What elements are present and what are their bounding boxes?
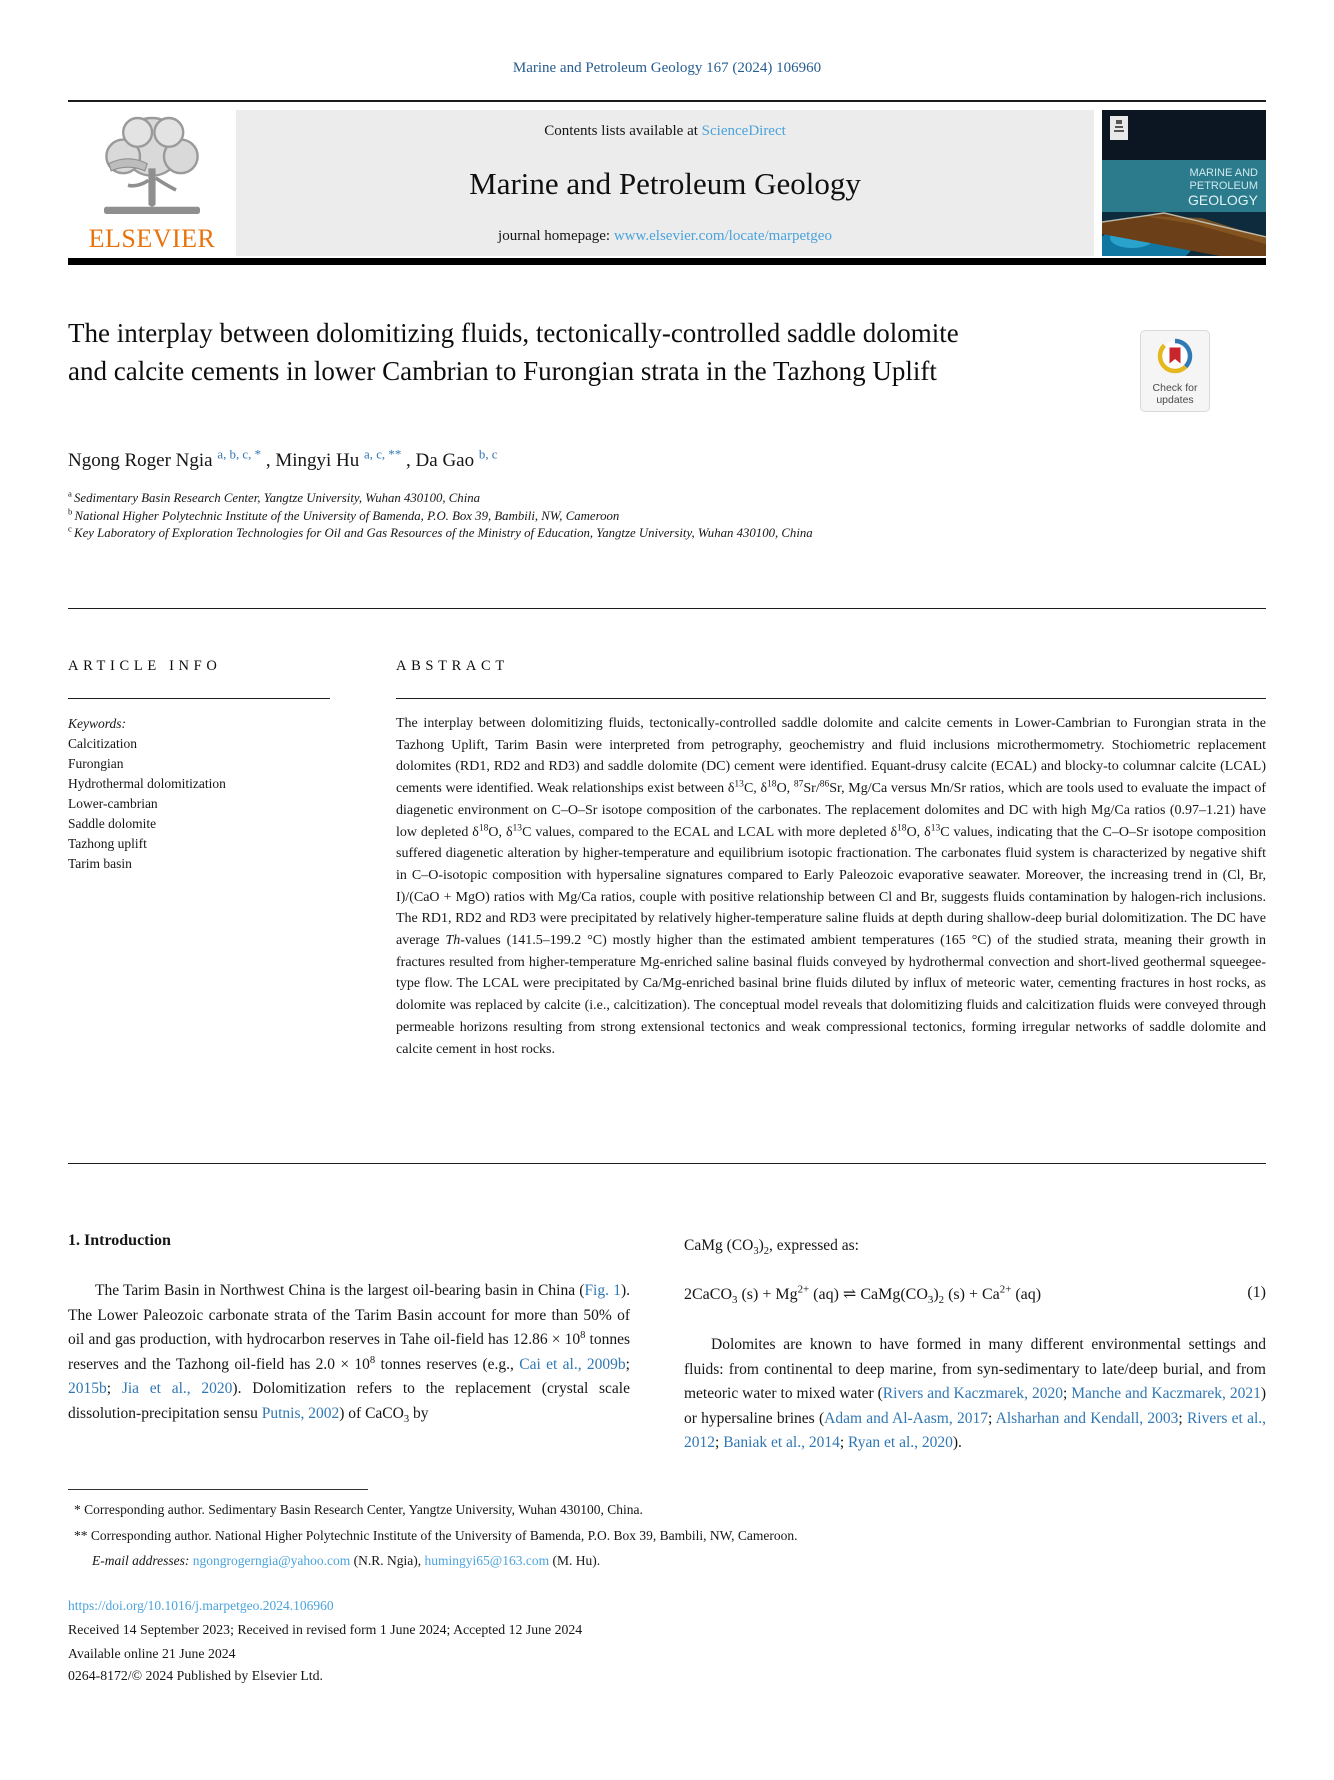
text-segment: Sedimentary Basin Research Center, Yangtze University, Wuhan 430100, China [74,491,481,505]
inline-link[interactable]: Jia et al., 2020 [121,1380,233,1397]
text-segment: ; [1178,1409,1187,1427]
text-segment: ; [987,1409,996,1427]
inline-link[interactable]: Baniak et al., 2014 [723,1434,840,1451]
intro-paragraph-left [68,1279,630,1426]
text-segment: , Mingyi Hu [261,450,365,471]
text-segment: ; [1062,1385,1072,1402]
text-segment: 2 [763,1246,770,1258]
text-segment: ) or hypersaline brines ( [684,1385,1266,1427]
text-segment: The Tarim Basin in Northwest China is the largest oil-bearing basin in China ( [95,1282,585,1299]
text-segment: 13 [734,779,744,790]
inline-link[interactable]: humingyi65@163.com [424,1553,550,1568]
text-segment: ** Corresponding author. National Higher Polytechnic Institute of the University of Bamenda, P.O. Box 39, Bambili, NW, Cameroon. [74,1527,798,1543]
text-segment: 3 [927,1294,934,1307]
text-segment: Sr, Mg/Ca versus Mn/Sr ratios, which are tools used to evaluate the impact of diagenetic environment on C–O–Sr isotope composition of the carbonates. The replacement dolomites and DC with high Mg/Ca ratios (0.97–1.21) have low depleted δ [396,781,1266,840]
inline-link[interactable]: 2015b [68,1380,107,1397]
elsevier-logo[interactable] [68,110,236,256]
keywords-list [68,734,368,874]
divider [68,1163,1266,1164]
text-segment: E-mail addresses: [92,1553,190,1568]
divider [68,698,330,699]
journal-banner [68,110,1266,256]
keyword-item: Tazhong uplift [68,836,147,851]
text-segment: journal homepage: [498,228,614,244]
text-segment: O, δ [488,824,513,840]
text-segment: (aq) ⇌ CaMg(CO [809,1286,928,1303]
cover-title-line-3: GEOLOGY [1187,192,1258,208]
inline-link[interactable]: www.elsevier.com/locate/marpetgeo [613,228,832,244]
divider [68,608,1266,609]
affiliation-item [68,490,1218,508]
text-segment: ; [625,1355,630,1373]
text-segment: -values (141.5–199.2 °C) mostly higher than the estimated ambient temperatures (165 °C) of the studied strata, meaning their growth in fractures resulted from higher-temperature Mg-enriched saline basinal fluids conveyed by hydrothermal convection and short-lived geothermal squeegee-type flow. The LCAL were precipitated by Ca/Mg-enriched basinal brine fluids diluted by influx of meteoric water, cementing fractures in host rocks, as dolomite was replaced by calcite (i.e., calcitization). The conceptual model reveals that dolomitizing fluids and calcitization fluids were conveyed through permeable horizons resulting from strong extensional tectonics and weak compressional tectonics, forming irregular networks of saddle dolomite and calcite cement in host rocks. [396,933,1266,1057]
banner-center-panel [236,110,1094,256]
paper-title: The interplay between dolomitizing fluids, tectonically-controlled saddle dolomite and calcite cements in lower Cambrian to Furongian strata in the Tazhong Uplift [68,318,959,386]
footnote-item [68,1548,1266,1574]
inline-link[interactable]: Putnis, 2002 [261,1404,340,1422]
banner-bottom-bar [68,258,1266,265]
text-segment: National Higher Polytechnic Institute of the University of Bamenda, P.O. Box 39, Bambili, NW, Cameroon [74,508,620,523]
inline-link[interactable]: ScienceDirect [701,123,786,139]
affiliation-list [68,490,1218,543]
keyword-item: Tarim basin [68,856,132,871]
inline-link[interactable]: Ryan et al., 2020 [848,1434,953,1451]
footnote-item [68,1497,1266,1523]
text-segment: (N.R. Ngia), [350,1553,425,1568]
keyword-item: Saddle dolomite [68,816,157,831]
text-segment: ; [106,1380,122,1397]
text-segment: Sr/ [803,781,820,797]
text-segment: C, δ [743,781,768,797]
text-segment: ). The Lower Paleozoic carbonate strata of the Tarim Basin account for more than 50% of oil and gas production, with hydrocarbon reserves in Tahe oil-field has 12.86 × 10 [68,1282,630,1348]
text-segment: 2CaCO [684,1286,732,1303]
text-segment: , Da Gao [401,450,479,471]
elsevier-wordmark: ELSEVIER [88,224,216,253]
equation-number: (1) [1247,1284,1266,1301]
text-segment: 2+ [999,1283,1012,1296]
inline-link[interactable]: Fig. 1 [584,1282,621,1299]
text-segment: 13 [512,822,523,833]
intro-lead-right [684,1237,1266,1258]
section-heading-introduction: 1. Introduction [68,1232,171,1249]
text-segment: Contents lists available at [544,123,702,139]
badge-label: Check for updates [1152,382,1198,406]
text-segment: (aq) [1011,1286,1042,1303]
text-segment: ) [933,1286,939,1303]
inline-link[interactable]: Adam and Al-Aasm, 2017 [824,1409,988,1427]
text-segment: b [68,506,75,517]
abstract-header: ABSTRACT [396,658,509,674]
text-segment: , expressed as: [769,1237,859,1254]
text-segment: ) of CaCO [339,1404,404,1422]
inline-link[interactable]: b, c [478,446,498,462]
inline-link[interactable]: Cai et al., 2009b [519,1355,626,1373]
footnote-divider [68,1489,368,1490]
running-head-citation-link[interactable]: Marine and Petroleum Geology 167 (2024) 106960 [512,60,822,76]
text-segment: (s) + Mg [737,1286,798,1303]
keywords-block [68,714,368,874]
inline-link[interactable]: a, c, ** [364,446,402,462]
text-segment: 87 [793,779,804,790]
text-segment: c [68,523,75,534]
text-segment: Ngong Roger Ngia [68,450,218,471]
text-segment: 13 [930,822,941,833]
text-segment: The interplay between dolomitizing fluids, tectonically-controlled saddle dolomite and calcite cements in Lower-Cambrian to Furongian strata in the Tazhong Uplift, Tarim Basin were interpreted from petrography, geochemistry and fluid inclusions microthermometry. Stochiometric replacement dolomites (RD1, RD2 and RD3) and saddle dolomite (DC) cement were identified. Equant-drusy calcite (ECAL) and blocky-to columnar calcite (LCAL) cements were identified. Weak relationships exist between δ [396,716,1266,797]
contents-list-line [246,123,1084,140]
check-for-updates-badge[interactable] [1140,330,1210,412]
text-segment: 2+ [797,1283,810,1296]
inline-link[interactable]: a, b, c, * [217,446,262,462]
text-segment: ) [758,1237,764,1254]
issn-copyright-line: 0264-8172/© 2024 Published by Elsevier Ltd. [68,1668,323,1683]
intro-paragraph-right [684,1333,1266,1456]
header-divider [68,100,1266,102]
text-segment: (s) + Ca [944,1286,1000,1303]
text-segment: 8 [580,1329,586,1341]
journal-cover-image [1102,110,1266,256]
text-segment: 2 [938,1294,945,1307]
footnote-item [68,1523,1266,1549]
text-segment: 3 [753,1246,759,1258]
text-segment: a [68,488,75,499]
available-online-line: Available online 21 June 2024 [68,1646,236,1661]
text-segment: 3 [403,1413,410,1425]
text-segment: 3 [732,1294,738,1307]
crossmark-icon [1156,337,1194,375]
text-segment: Dolomites are known to have formed in many different environmental settings and fluids: from continental to deep marine, from syn-sedimentary to late/deep burial, and from meteoric water to mixed water ( [684,1336,1266,1402]
keyword-item: Lower-cambrian [68,796,158,811]
keywords-label: Keywords: [68,716,126,731]
affiliation-item [68,508,1218,526]
text-segment: ; [715,1434,724,1451]
text-segment: ). [952,1434,962,1451]
text-segment: ; [839,1434,849,1451]
received-dates-line: Received 14 September 2023; Received in revised form 1 June 2024; Accepted 12 June 2024 [68,1622,583,1637]
affiliation-item [68,525,1218,543]
text-segment: Key Laboratory of Exploration Technologies for Oil and Gas Resources of the Ministry of Education, Yangtze University, Wuhan 430100, China [74,526,813,540]
text-segment: 86 [819,779,830,790]
text-segment: C values, compared to the ECAL and LCAL with more depleted δ [522,824,898,840]
elsevier-tree-icon [92,110,212,222]
keyword-item: Hydrothermal dolomitization [68,776,226,791]
text-segment: ). Dolomitization refers to the replacement (crystal scale dissolution-precipitation sensu [68,1380,630,1422]
text-segment: CaMg (CO [684,1237,754,1254]
text-segment: 18 [897,822,907,833]
keyword-item: Furongian [68,756,124,771]
text-segment: tonnes reserves and the Tazhong oil-field has 2.0 × 10 [68,1331,631,1373]
keyword-item: Calcitization [68,736,137,751]
text-segment: * Corresponding author. Sedimentary Basin Research Center, Yangtze University, Wuhan 430100, China. [74,1502,643,1517]
text-segment: 8 [369,1354,376,1366]
inline-link[interactable]: Alsharhan and Kendall, 2003 [995,1409,1179,1427]
divider [396,698,1266,699]
article-info-header: ARTICLE INFO [68,658,222,674]
doi-link[interactable]: https://doi.org/10.1016/j.marpetgeo.2024.106960 [68,1598,334,1613]
cover-title-line-2: PETROLEUM [1189,180,1258,192]
abstract-text [396,713,1266,1060]
text-segment: by [409,1404,429,1422]
cover-title-line-1: MARINE AND [1189,167,1258,179]
inline-link[interactable]: ngongrogerngia@yahoo.com [192,1553,351,1568]
inline-link[interactable]: Manche and Kaczmarek, 2021 [1071,1385,1261,1402]
text-segment: C values, indicating that the C–O–Sr isotope composition suffered diagenetic alteration by higher-temperature and equilibrium isotopic fractionation. The carbonates fluid system is characterized by negative shift in C–O-isotopic composition with hypersaline signatures compared to Early Paleozoic evaporative seawater. Moreover, the increasing trend in (Cl, Br, I)/(CaO + MgO) ratios with Mg/Ca ratios, couple with positive relationship between Cl and Br, suggests fluids contamination by halogen-rich inclusions. The RD1, RD2 and RD3 were precipitated by relatively higher-temperature saline fluids at depth during shallow-deep burial dolomitization. The DC have average [396,824,1266,949]
text-segment: tonnes reserves (e.g., [375,1355,520,1373]
journal-homepage-line [246,228,1084,245]
text-segment: (M. Hu). [549,1553,601,1568]
journal-title: Marine and Petroleum Geology [469,166,861,201]
author-line [68,446,1168,472]
text-segment: Th [445,933,461,949]
inline-link[interactable]: Rivers and Kaczmarek, 2020 [882,1385,1063,1402]
inline-link[interactable]: Rivers et al., 2012 [684,1409,1267,1451]
text-segment: O, δ [906,824,931,840]
text-segment: O, [776,781,794,797]
text-segment: 18 [767,779,777,790]
equation-1 [684,1283,1266,1307]
footnotes-block [68,1497,1266,1574]
text-segment: 18 [478,822,489,833]
equation-body [684,1283,1042,1307]
